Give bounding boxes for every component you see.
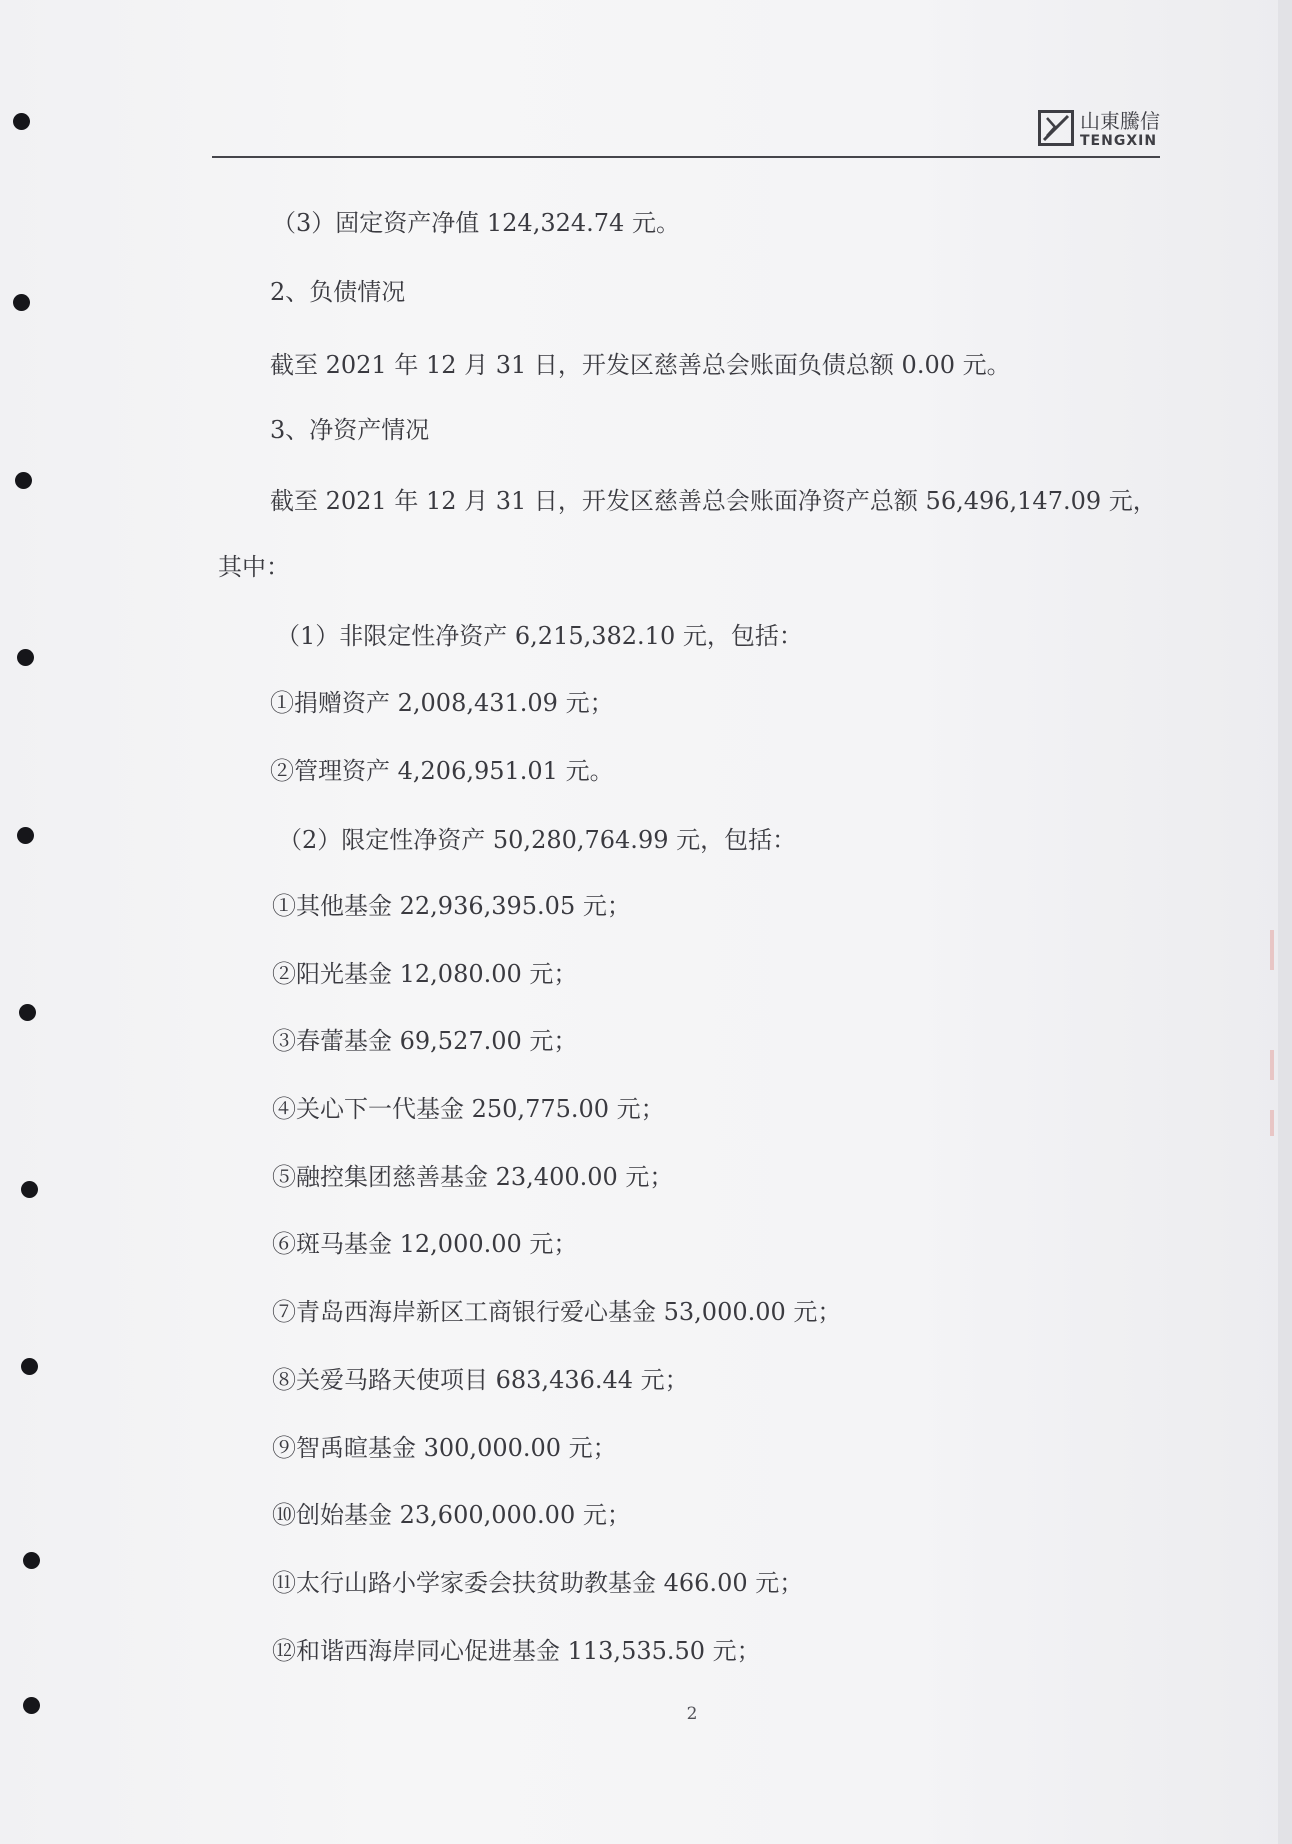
list-item: ③春蕾基金 69,527.00 元； (272, 1027, 578, 1055)
list-item: ⑧关爱马路天使项目 683,436.44 元； (272, 1366, 689, 1394)
punch-hole (23, 1552, 40, 1569)
list-item: ②阳光基金 12,080.00 元； (272, 960, 578, 988)
tengxin-logo-icon (1038, 110, 1074, 146)
stamp-trace (1270, 1050, 1274, 1080)
section-heading-liabilities: 2、负债情况 (270, 278, 406, 306)
punch-hole (13, 113, 30, 130)
list-item: ⑩创始基金 23,600,000.00 元； (272, 1501, 631, 1529)
list-item: ②管理资产 4,206,951.01 元。 (270, 757, 614, 785)
list-item: ⑨智禹暄基金 300,000.00 元； (272, 1434, 617, 1462)
punch-hole (23, 1697, 40, 1714)
paper-edge (1278, 0, 1292, 1844)
punch-hole (21, 1358, 38, 1375)
list-item: ④关心下一代基金 250,775.00 元； (272, 1095, 665, 1123)
punch-hole (17, 649, 34, 666)
page-number: 2 (686, 1704, 698, 1724)
company-logo (1038, 106, 1160, 154)
punch-hole (21, 1181, 38, 1198)
punch-hole (19, 1004, 36, 1021)
list-item: ①其他基金 22,936,395.05 元； (272, 892, 631, 920)
list-item: ⑦青岛西海岸新区工商银行爱心基金 53,000.00 元； (272, 1298, 842, 1326)
item-fixed-assets: （3）固定资产净值 124,324.74 元。 (272, 209, 680, 237)
item-unrestricted-net-assets: （1）非限定性净资产 6,215,382.10 元，包括： (276, 622, 803, 650)
logo-chinese-name: 山東騰信 (1080, 109, 1160, 133)
paragraph-net-assets: 截至 2021 年 12 月 31 日，开发区慈善总会账面净资产总额 56,496,147.09 元， (270, 487, 1157, 515)
list-item: ⑪太行山路小学家委会扶贫助教基金 466.00 元； (272, 1569, 804, 1597)
item-restricted-net-assets: （2）限定性净资产 50,280,764.99 元，包括： (278, 826, 797, 854)
stamp-trace (1270, 930, 1274, 970)
list-item: ①捐赠资产 2,008,431.09 元； (270, 689, 614, 717)
paragraph-net-assets-continued: 其中： (218, 553, 290, 581)
stamp-trace (1270, 1110, 1274, 1136)
paragraph-liabilities: 截至 2021 年 12 月 31 日，开发区慈善总会账面负债总额 0.00 元。 (270, 351, 1011, 379)
list-item: ⑤融控集团慈善基金 23,400.00 元； (272, 1163, 674, 1191)
punch-hole (13, 294, 30, 311)
list-item: ⑥斑马基金 12,000.00 元； (272, 1230, 578, 1258)
punch-hole (15, 472, 32, 489)
list-item: ⑫和谐西海岸同心促进基金 113,535.50 元； (272, 1637, 761, 1665)
punch-hole (17, 827, 34, 844)
section-heading-net-assets: 3、净资产情况 (270, 416, 430, 444)
header-divider (212, 156, 1160, 158)
logo-english-name: TENGXIN (1080, 133, 1158, 149)
